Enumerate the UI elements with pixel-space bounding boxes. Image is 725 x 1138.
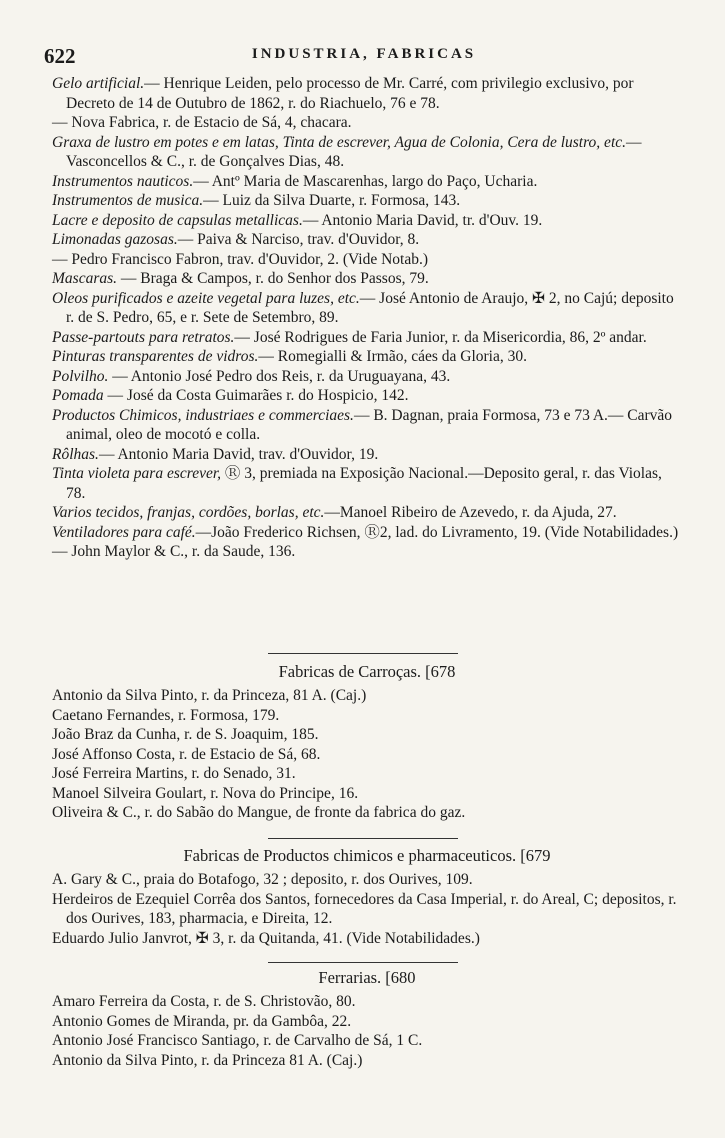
running-title: INDUSTRIA, FABRICAS [251, 46, 477, 62]
entry-details: — B. Dagnan, praia Formosa, 73 e 73 A.— Carvão animal, oleo de mocotó e colla. [66, 406, 673, 443]
entry-details: — Henrique Leiden, pelo processo de Mr. Carré, com privilegio exclusivo, por Decreto de 14 de Outubro de 1862, r. do Riachuelo, 76 e 78. [66, 75, 634, 112]
list-item: A. Gary & C., praia do Botafogo, 32 ; deposito, r. dos Ourives, 109. [52, 871, 473, 888]
page-header [44, 44, 684, 68]
entry-category: Graxa de lustro em potes e em latas, Tinta de escrever, Agua de Colonia, Cera de lustro, etc. [52, 133, 626, 151]
list-item: José Affonso Costa, r. de Estacio de Sá, 68. [52, 745, 321, 763]
list-item: Antonio da Silva Pinto, r. da Princeza, 81 A. (Caj.) [52, 687, 367, 704]
section-ferrarias [52, 968, 682, 1070]
section-divider [268, 653, 458, 654]
entry-category: Polvilho. [52, 367, 109, 385]
entry-details: — John Maylor & C., r. da Saude, 136. [52, 543, 296, 560]
industry-entry [52, 133, 682, 172]
entry-category: Limonadas gazosas. [52, 231, 178, 248]
entry-details: —João Frederico Richsen, Ⓡ2, lad. do Livramento, 19. (Vide Notabilidades.) [195, 523, 679, 541]
page-number: 622 [44, 44, 76, 68]
list-item: Amaro Ferreira da Costa, r. de S. Christovão, 80. [52, 993, 356, 1010]
entry-details: — Antº Maria de Mascarenhas, largo do Paço, Ucharia. [193, 172, 538, 190]
entry-category: Pinturas transparentes de vidros. [52, 348, 259, 365]
entry-category: Pomada [52, 387, 104, 404]
list-item: Antonio da Silva Pinto, r. da Princeza 81 A. (Caj.) [52, 1051, 363, 1069]
section-productos-chimicos [52, 846, 682, 948]
entry-details: — Nova Fabrica, r. de Estacio de Sá, 4, chacara. [52, 114, 352, 131]
list-item: Oliveira & C., r. do Sabão do Mangue, de fronte da fabrica do gaz. [52, 804, 466, 821]
entry-details: — José Antonio de Araujo, ✠ 2, no Cajú; deposito r. de S. Pedro, 65, e r. Sete de Setembro, 89. [66, 289, 674, 326]
industry-entry [52, 523, 682, 543]
list-item: Antonio José Francisco Santiago, r. de Carvalho de Sá, 1 C. [52, 1032, 423, 1049]
entry-details: — José da Costa Guimarães r. do Hospicio, 142. [103, 387, 409, 404]
entry-category: Rôlhas. [52, 445, 99, 463]
section-heading: Fabricas de Productos chimicos e pharmaceuticos. [679 [183, 846, 551, 865]
entry-details: — Braga & Campos, r. do Senhor dos Passos, 79. [117, 270, 429, 287]
entry-category: Tinta violeta para escrever, [52, 465, 222, 482]
entry-category: Oleos purificados e azeite vegetal para luzes, etc. [52, 289, 360, 307]
industry-entry [52, 172, 682, 192]
entry-category: Mascaras. [52, 270, 118, 287]
industry-entry [52, 191, 682, 211]
list-item: João Braz da Cunha, r. de S. Joaquim, 185. [52, 726, 319, 743]
entry-details: — Pedro Francisco Fabron, trav. d'Ouvidor, 2. (Vide Notab.) [52, 250, 429, 268]
entry-details: — José Rodrigues de Faria Junior, r. da Misericordia, 86, 2º andar. [234, 328, 647, 346]
list-item: Herdeiros de Ezequiel Corrêa dos Santos, fornecedores da Casa Imperial, r. do Areal, C; depositos, r. dos Ourives, 183, pharmacia, e Direita, 12. [52, 890, 677, 927]
entry-category: Productos Chimicos, industriaes e commerciaes. [52, 406, 354, 424]
industry-entry [52, 74, 682, 113]
industry-entry [52, 367, 682, 387]
section-divider [268, 962, 458, 963]
entry-details: — Antonio José Pedro dos Reis, r. da Uruguayana, 43. [108, 367, 451, 385]
entry-details: — Vasconcellos & C., r. de Gonçalves Dias, 48. [66, 133, 642, 170]
list-item: José Ferreira Martins, r. do Senado, 31. [52, 765, 296, 782]
list-item: Manoel Silveira Goulart, r. Nova do Principe, 16. [52, 784, 359, 802]
industry-entry [52, 211, 682, 231]
section-fabricas-carrocas [52, 662, 682, 823]
entry-category: Lacre e deposito de capsulas metallicas. [52, 211, 303, 229]
industry-entry [52, 347, 682, 367]
section-heading: Ferrarias. [680 [318, 968, 416, 987]
industry-entry [52, 464, 682, 503]
entry-category: Instrumentos nauticos. [52, 172, 194, 190]
entry-details: —Manoel Ribeiro de Azevedo, r. da Ajuda, 27. [324, 504, 617, 521]
entry-category: Varios tecidos, franjas, cordões, borlas, etc. [52, 504, 325, 521]
entry-details: — Paiva & Narciso, trav. d'Ouvidor, 8. [177, 231, 420, 248]
industry-entries [52, 74, 682, 562]
section-heading: Fabricas de Carroças. [678 [278, 662, 456, 681]
industry-entry [52, 542, 682, 562]
industry-entry [52, 230, 682, 250]
industry-entry [52, 250, 682, 270]
entry-category: Ventiladores para café. [52, 523, 196, 541]
entry-category: Gelo artificial. [52, 75, 145, 92]
list-item: Antonio Gomes de Miranda, pr. da Gambôa, 22. [52, 1012, 352, 1030]
entry-details: — Antonio Maria David, trav. d'Ouvidor, 19. [98, 445, 379, 463]
industry-entry [52, 113, 682, 133]
entry-details: — Antonio Maria David, tr. d'Ouv. 19. [302, 211, 543, 229]
industry-entry [52, 406, 682, 445]
industry-entry [52, 386, 682, 406]
list-item: Eduardo Julio Janvrot, ✠ 3, r. da Quitanda, 41. (Vide Notabilidades.) [52, 929, 480, 947]
industry-entry [52, 289, 682, 328]
entry-category: Passe-partouts para retratos. [52, 328, 235, 346]
industry-entry [52, 503, 682, 523]
section-divider [268, 838, 458, 839]
entry-details: — Luiz da Silva Duarte, r. Formosa, 143. [203, 192, 461, 209]
entry-details: Ⓡ 3, premiada na Exposição Nacional.—Deposito geral, r. das Violas, 78. [66, 465, 662, 502]
industry-entry [52, 328, 682, 348]
entry-category: Instrumentos de musica. [52, 192, 204, 209]
entry-details: — Romegialli & Irmão, cáes da Gloria, 30. [258, 348, 527, 365]
industry-entry [52, 445, 682, 465]
list-item: Caetano Fernandes, r. Formosa, 179. [52, 706, 280, 724]
industry-entry [52, 269, 682, 289]
